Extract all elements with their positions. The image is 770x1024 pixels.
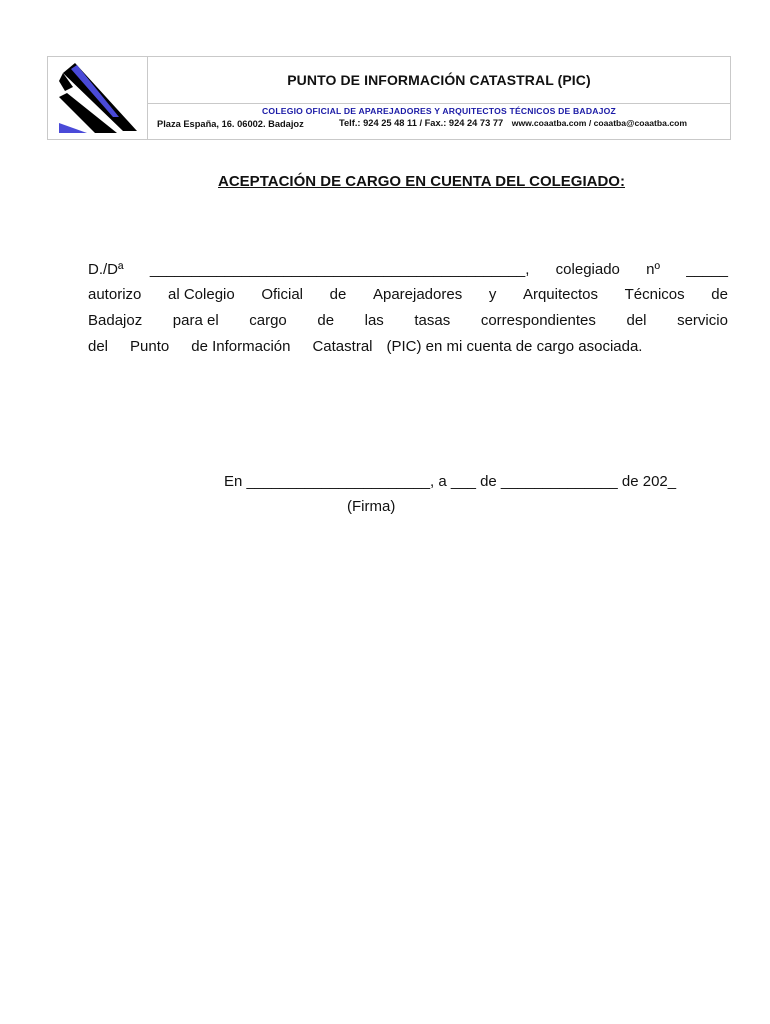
org-contact — [339, 118, 687, 128]
text-token: para el — [172, 312, 219, 329]
letterhead — [47, 56, 731, 140]
text-token: D./Dª — [88, 261, 124, 278]
body-line-3 — [88, 312, 728, 329]
body-line-1 — [88, 261, 728, 278]
text-token: Catastral — [312, 338, 373, 355]
header-title: PUNTO DE INFORMACIÓN CATASTRAL (PIC) — [287, 72, 591, 88]
text-token: del — [88, 338, 109, 355]
name-blank: _____________________________________________, — [149, 261, 530, 278]
text-token: de — [329, 286, 347, 303]
text-token: Oficial — [261, 286, 304, 303]
text-token: Badajoz — [88, 312, 143, 329]
text-token: correspondientes — [480, 312, 596, 329]
text-token: servicio — [677, 312, 728, 329]
logo-cell — [48, 57, 148, 139]
text-token: autorizo — [88, 286, 142, 303]
text-token: nº — [646, 261, 660, 278]
org-name: COLEGIO OFICIAL DE APAREJADORES Y ARQUITECTOS TÉCNICOS DE BADAJOZ — [262, 106, 616, 116]
org-phones: Telf.: 924 25 48 11 / Fax.: 924 24 73 77 — [339, 118, 504, 128]
text-token: Arquitectos — [522, 286, 598, 303]
coaatba-logo-icon — [57, 63, 137, 135]
title-cell — [148, 57, 730, 104]
text-token: las — [364, 312, 384, 329]
org-web: www.coaatba.com / coaatba@coaatba.com — [511, 118, 687, 128]
text-token: Técnicos — [624, 286, 685, 303]
body-line-4 — [88, 338, 728, 355]
org-address: Plaza España, 16. 06002. Badajoz — [157, 119, 304, 129]
text-token: (PIC) en mi cuenta de cargo asociada. — [386, 338, 643, 355]
text-token: y — [488, 286, 497, 303]
signature-label: (Firma) — [347, 498, 396, 515]
text-token: Aparejadores — [372, 286, 463, 303]
text-token: tasas — [414, 312, 451, 329]
place-date-line: En ______________________, a ___ de ______________ de 202_ — [224, 473, 677, 490]
text-token: de — [711, 286, 728, 303]
text-token: del — [626, 312, 647, 329]
text-token: de — [317, 312, 335, 329]
text-token: de Información — [191, 338, 291, 355]
text-token: al Colegio — [168, 286, 235, 303]
text-token: colegiado — [555, 261, 620, 278]
text-token: Punto — [130, 338, 170, 355]
text-token: cargo — [249, 312, 287, 329]
member-number-blank: _____ — [686, 261, 728, 278]
document-title: ACEPTACIÓN DE CARGO EN CUENTA DEL COLEGIADO: — [218, 173, 625, 190]
body-line-2 — [88, 286, 728, 303]
